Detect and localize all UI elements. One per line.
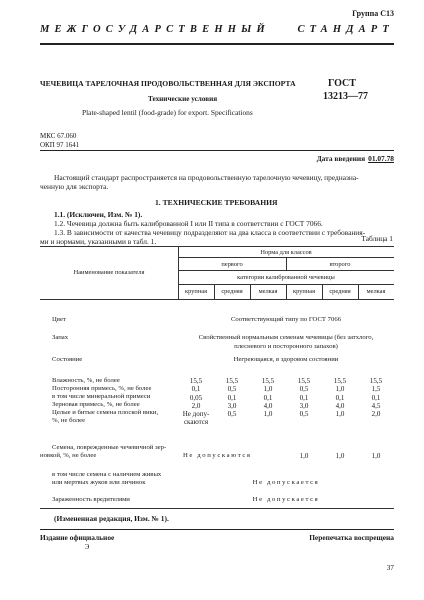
row-label-damaged-line-2: новкой, %, не более [40, 452, 97, 459]
group-code: Группа С13 [352, 9, 394, 18]
page-number: 37 [386, 563, 394, 572]
row-value-smell-line-2: плесневого и посторонного запахов) [234, 343, 338, 350]
row-value-pests: Не допускается [252, 479, 320, 486]
table-class-rule [178, 270, 394, 271]
size-header: крупная [184, 288, 208, 295]
row-label-vetch-line-2: %, не более [52, 417, 86, 424]
row-value-damaged-class-1: Не допускаются [183, 452, 252, 459]
value-cell: 1,0 [335, 385, 345, 394]
size-header: крупная [292, 288, 316, 295]
value-cell: 0,1 [371, 393, 381, 402]
value-cell: 15,5 [369, 377, 383, 385]
classification-codes [40, 132, 79, 149]
effective-date-label: Дата введения [316, 154, 366, 163]
row-value-infestation: Не допускается [252, 496, 320, 503]
value-cell: 1,0 [263, 385, 273, 394]
row-label-mineral: в том числе минеральной примеси [52, 393, 151, 400]
size-header: мелкая [258, 288, 278, 295]
value-cell: 3,0 [227, 401, 237, 410]
value-cell: 0,1 [191, 385, 201, 394]
banner-word-standard: СТАНДАРТ [297, 24, 394, 35]
row-label-damaged-line-1: Семена, поврежденные чечевичной зер- [52, 444, 167, 451]
size-header: средняя [329, 288, 351, 295]
official-edition: Издание официальное [40, 533, 115, 542]
effective-date [317, 154, 394, 163]
row-value-damaged-medium: 1,0 [335, 452, 345, 460]
table-caption: Таблица 1 [361, 234, 393, 243]
clause-1-2: 1.2. Чечевица должна быть калиброванной I или II типа в соответствии с ГОСТ 7066. [54, 219, 323, 228]
row-label-infestation: Зараженность вредителями [52, 496, 130, 503]
banner-word-interstate: МЕЖГОСУДАРСТВЕННЫЙ [40, 24, 270, 35]
row-label-moisture: Влажность, %, не более [52, 377, 120, 384]
value-cell: 4,0 [263, 401, 273, 410]
values-column [325, 377, 355, 418]
value-cell: 0,5 [299, 410, 309, 419]
value-cell: 0,1 [299, 393, 309, 402]
value-cell: 0,5 [227, 410, 237, 419]
row-value-damaged-small: 1,0 [371, 452, 381, 460]
row-value-smell-line-1: Свойственный нормальным семенам чечевицы (без затхлого, [198, 334, 374, 341]
value-cell: скаются [183, 418, 209, 427]
value-cell: 0,05 [189, 393, 203, 402]
clause-1-3-line-1: 1.3. В зависимости от качества чечевицу подразделяют на два класса в соответствии с требования- [54, 228, 366, 237]
row-value-state: Негреющаяся, в здоровом состоянии [233, 356, 339, 363]
value-cell: 15,5 [225, 377, 239, 385]
value-cell: 2,0 [191, 401, 201, 410]
value-cell: 0,5 [227, 385, 237, 394]
value-cell: 4,5 [371, 401, 381, 410]
reprint-notice: Перепечатка воспрещена [309, 533, 394, 542]
value-cell: 1,0 [335, 410, 345, 419]
row-label-grain: Зерновая примесь, %, не более [52, 401, 140, 408]
values-column [289, 377, 319, 418]
row-label-smell: Запах [52, 334, 69, 341]
table-header-norm: Норма для классов [260, 249, 312, 256]
table-header-class-1: первого [221, 261, 243, 268]
value-cell: 15,5 [189, 377, 203, 385]
row-label-color: Цвет [52, 316, 66, 323]
values-column [361, 377, 391, 418]
values-column [217, 377, 247, 418]
value-cell: 3,0 [299, 401, 309, 410]
intro-line-1: Настоящий стандарт распространяется на продовольственную тарелочную чечевицу, предназна- [54, 173, 359, 182]
row-value-color: Соответствующий типу по ГОСТ 7066 [230, 316, 342, 323]
row-label-state: Состояние [52, 356, 83, 363]
edition-mark: Э [84, 542, 90, 551]
table-top-border [40, 246, 394, 247]
document-subtitle: Технические условия [148, 95, 218, 103]
value-cell: 4,0 [335, 401, 345, 410]
value-cell: 1,0 [263, 410, 273, 419]
table-bottom-border [40, 508, 394, 509]
gost-label: ГОСТ [328, 78, 356, 89]
gost-number: 13213—77 [323, 91, 368, 102]
standard-banner [40, 24, 394, 35]
values-column [253, 377, 283, 418]
footer-rule [40, 529, 394, 530]
row-value-damaged-large: 1,0 [299, 452, 309, 460]
value-cell: 0,1 [335, 393, 345, 402]
value-cell: Не допу- [182, 410, 210, 419]
mks-code: МКС 67.060 [40, 132, 77, 140]
english-title: Plate-shaped lentil (food-grade) for export. Specifications [82, 108, 253, 117]
table-header-indicator: Наименование показателя [73, 269, 145, 276]
amendment-note: (Измененная редакция, Изм. № 1). [54, 514, 169, 523]
row-label-vetch-line-1: Целые и битые семена плоской вики, [52, 409, 159, 416]
row-label-pests-line-2: или мертвых жуков или личинок [52, 479, 146, 486]
clause-1-3-line-2: ми и нормами, указанными в табл. 1. [40, 237, 157, 246]
row-label-pests-line-1: в том числе семена с наличием живых [52, 471, 162, 478]
value-cell: 15,5 [297, 377, 311, 385]
value-cell: 15,5 [333, 377, 347, 385]
banner-rule [40, 43, 394, 45]
header-rule [40, 150, 394, 151]
table-header-bottom [40, 299, 394, 300]
intro-line-2: ченную для экспорта. [40, 182, 109, 191]
value-cell: 0,1 [263, 393, 273, 402]
size-header: средняя [221, 288, 243, 295]
value-cell: 1,5 [371, 385, 381, 394]
okp-code: ОКП 97 1641 [40, 140, 80, 149]
effective-date-value: 01.07.78 [368, 154, 394, 163]
table-header-class-2: второго [329, 261, 351, 268]
size-header: мелкая [366, 288, 386, 295]
value-cell: 2,0 [371, 410, 381, 419]
value-cell: 15,5 [261, 377, 275, 385]
values-column [181, 377, 211, 427]
document-title: ЧЕЧЕВИЦА ТАРЕЛОЧНАЯ ПРОДОВОЛЬСТВЕННАЯ ДЛЯ ЭКСПОРТА [40, 79, 296, 88]
value-cell: 0,1 [227, 393, 237, 402]
table-header-category: категории калиброванной чечевицы [237, 274, 335, 281]
section-title: 1. ТЕХНИЧЕСКИЕ ТРЕБОВАНИЯ [155, 198, 278, 207]
row-label-impurity: Посторонняя примесь, %, не более [52, 385, 152, 392]
clause-1-1: 1.1. (Исключен, Изм. № 1). [54, 210, 143, 219]
value-cell: 0,5 [299, 385, 309, 394]
